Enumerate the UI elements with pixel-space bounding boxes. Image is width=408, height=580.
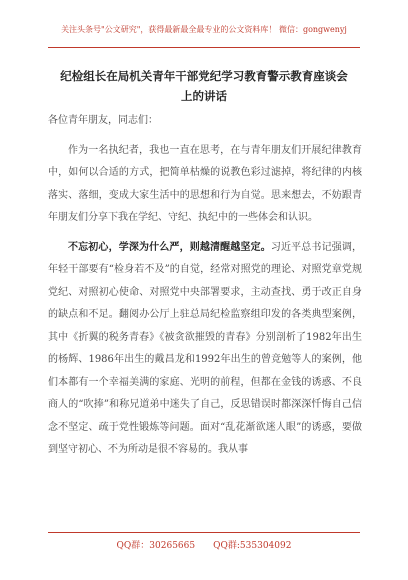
- paragraph-2-lead: 不忘初心，学深为什么严，则越清醒越坚定。: [68, 241, 271, 253]
- header-banner: 关注头条号"公文研究"，获得最新最全最专业的公文资料库！ 微信：gongwenyj: [61, 25, 347, 34]
- paragraph-2-body: 习近平总书记强调，年轻干部要有“检身若不及”的自觉，经常对照党的理论、对照党章党规党纪、对照初心使命、对照党中央部署要求，主动查找、勇于改正自身的缺点和不足。翻阅办公厅上驻总局纪检监察组印发的各类典型案例，其中《折翼的税务青春》《被贪欲摧毁的青春》分别剖析了1982年出生的杨辉、1986年出生的戴昌龙和1992年出生的曾竞勉等人的案例，他们本都有一个幸福美满的家庭、光明的前程，但都在金钱的诱惑、不良商人的“吹捧”和称兄道弟中迷失了自己，反思错误时都深深忏悔自己信念不坚定、疏于党性锻炼等问题。面对“乱花渐欲迷人眼”的诱惑，要做到坚守初心、不为所动是很不容易的。我从事: [48, 241, 363, 455]
- footer-qq-group-1: QQ群：30265665: [116, 541, 196, 551]
- footer-divider: [48, 532, 360, 533]
- header-divider: [48, 47, 360, 48]
- title-line-2: 上的讲话: [181, 89, 227, 103]
- footer: [0, 538, 408, 551]
- document-title: [44, 66, 364, 106]
- paragraph-2: [48, 237, 362, 462]
- paragraph-1: 作为一名执纪者，我也一直在思考，在与青年朋友们开展纪律教育中，如何以合适的方式，把简单枯燥的说教色彩过滤掉，将纪律的内核落实、落细，变成大家生活中的思想和行为自觉。思来想去，不妨跟青年朋友们分享下我在学纪、守纪、执纪中的一些体会和认识。: [48, 144, 362, 223]
- footer-qq-group-2: QQ群:535304092: [213, 541, 292, 551]
- document-body: [48, 110, 362, 462]
- title-line-1: 纪检组长在局机关青年干部党纪学习教育警示教育座谈会: [60, 69, 348, 83]
- salutation: 各位青年朋友，同志们：: [48, 115, 158, 126]
